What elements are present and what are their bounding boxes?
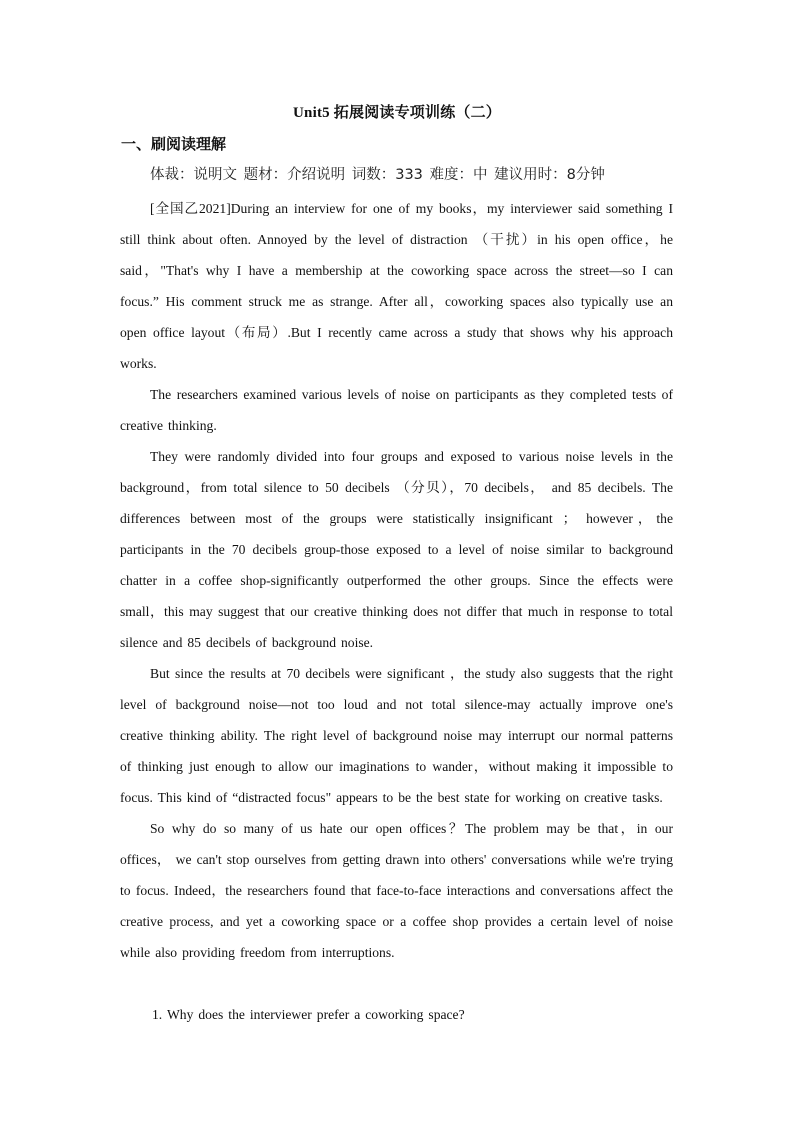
question-1: 1. Why does the interviewer prefer a coworking space? — [152, 1007, 465, 1022]
passage-meta-info: 体裁：说明文 题材：介绍说明 词数：333 难度：中 建议用时：8分钟 — [150, 167, 605, 183]
passage-paragraph: So why do so many of us hate our open offices？The problem may be that，in our offices， we can't stop ourselves from getting drawn into others' conversations while we're trying to focus. Indeed，the researchers found that face-to-face interactions and conversations affect the creative process, and yet a coworking space or a coffee shop provides a certain level of noise while also providing freedom from interruptions. — [120, 821, 673, 960]
passage-paragraph: They were randomly divided into four groups and exposed to various noise levels in the background，from total silence to 50 decibels （分贝），70 decibels， and 85 decibels. The differences between most of the groups were statistically insignificant ； however，the participants in the 70 decibels group-those exposed to a level of noise similar to background chatter in a coffee shop-significantly outperformed the other groups. Since the effects were small，this may suggest that our creative thinking does not differ that much in response to total silence and 85 decibels of background noise. — [120, 449, 673, 650]
reading-passage — [120, 193, 673, 968]
passage-paragraph: [全国乙2021]During an interview for one of my books，my interviewer said something I still think about often. Annoyed by the level of distraction （干扰）in his open office，he said，"That's why I have a membership at the coworking space across the street—so I can focus.” His comment struck me as strange. After all，coworking spaces also typically use an open office layout（布局）.But I recently came across a study that shows why his approach works. — [120, 201, 673, 371]
passage-paragraph: The researchers examined various levels of noise on participants as they completed tests of creative thinking. — [120, 387, 673, 433]
passage-paragraph: But since the results at 70 decibels were significant ，the study also suggests that the right level of background noise—not too loud and not total silence-may actually improve one's creative thinking ability. The right level of background noise may interrupt our normal patterns of thinking just enough to allow our imaginations to wander，without making it impossible to focus. This kind of “distracted focus" appears to be the best state for working on creative tasks. — [120, 666, 673, 805]
section-heading: 一、刷阅读理解 — [121, 135, 227, 153]
page-title: Unit5 拓展阅读专项训练（二） — [293, 105, 501, 121]
